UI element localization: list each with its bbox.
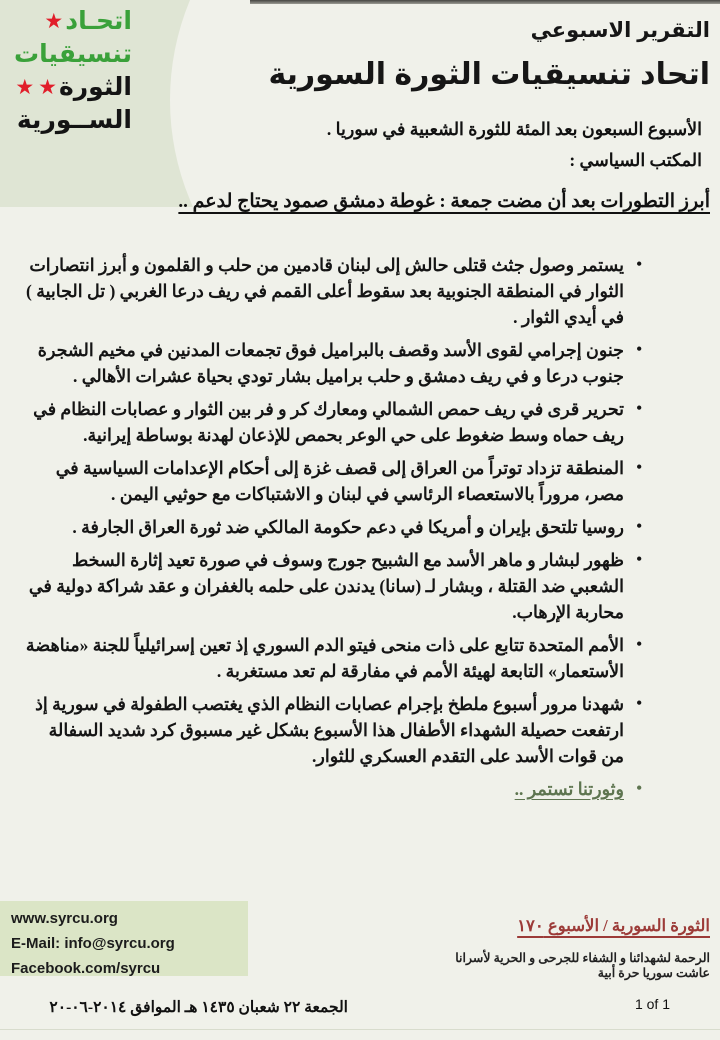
org-logo (0, 0, 250, 207)
intro-week-line: الأسبوع السبعون بعد المئة للثورة الشعبية في سوريا . (326, 119, 702, 139)
header (268, 18, 710, 92)
date-line: الجمعة ٢٢ شعبان ١٤٣٥ هـ الموافق ٢٠١٤-٠٦-٢٠ (49, 999, 348, 1016)
intro-office-line: المكتب السياسي : (569, 150, 702, 170)
closing-slogan-item (22, 776, 624, 802)
list-item: • جنون إجرامي لقوى الأسد وقصف بالبراميل فوق تجمعات المدنين في مخيم الشجرة جنوب درعا و في ريف دمشق و حلب براميل بشار تودي بحياة عشرات الأهالي . (22, 337, 624, 389)
section-title: أبرز التطورات بعد أن مضت جمعة : غوطة دمشق صمود يحتاج لدعم .. (178, 191, 710, 212)
dedication-martyrs-line: الرحمة لشهدائنا و الشفاء للجرحى و الحرية لأسرانا (455, 951, 710, 965)
list-item: • يستمر وصول جثث قتلى حالش إلى لبنان قادمين من حلب و القلمون و أبرز انتصارات الثوار في المنطقة الجنوبية بعد سقوط أعلى القمم في ريف درعا الغربي ( تل الجابية ) في أيدي الثوار . (22, 252, 624, 330)
contact-box (0, 901, 248, 976)
star-icon: ★ (15, 76, 35, 99)
bottom-divider (0, 1029, 720, 1030)
list-item: • المنطقة تزداد توتراً من العراق إلى قصف غزة إلى أحكام الإعدامات السياسية في مصر، مروراً بالاستعصاء الرئاسي في لبنان و الاشتباكات مع حوثيي اليمن . (22, 455, 624, 507)
logo-line-coordinations: تنسيقيات (14, 40, 132, 68)
facebook-text: Facebook.com/syrcu (11, 960, 161, 977)
list-item: • الأمم المتحدة تتابع على ذات منحى فيتو الدم السوري إذ تعين إسرائيلياً للجنة «مناهضة الأستعمار» التابعة لهيئة الأمم في مفارقة لم تعد مستغربة . (22, 632, 624, 684)
email-text: E-Mail: info@syrcu.org (11, 935, 175, 952)
page-number: 1 of 1 (634, 996, 670, 1012)
intro-block (327, 114, 702, 176)
logo-text (0, 5, 132, 137)
decorative-circle (170, 0, 250, 207)
list-item: • شهدنا مرور أسبوع ملطخ بإجرام عصابات النظام الذي يغتصب الطفولة في سورية إذ ارتفعت حصيلة الشهداء الأطفال هذا الأسبوع بشكل غير مسبوق كرد شديد السفالة من قوات الأسد على التقدم العسكري للثوار. (22, 691, 624, 769)
top-accent-bar (248, 0, 720, 4)
logo-line-union (0, 5, 132, 38)
report-type-label: التقرير الاسبوعي (530, 19, 710, 42)
logo-line-revolution (0, 71, 132, 104)
list-item: • روسيا تلتحق بإيران و أمريكا في دعم حكومة المالكي ضد ثورة العراق الجارفة . (22, 514, 624, 540)
website-text: www.syrcu.org (11, 910, 118, 927)
org-title: اتحاد تنسيقيات الثورة السورية (268, 58, 710, 91)
highlights-list (22, 252, 624, 809)
logo-word-union: اتحـاد (65, 7, 132, 35)
dedication-syria-line: عاشت سوريا حرة أبية (597, 966, 710, 980)
footer-right-block (455, 916, 710, 981)
logo-word-revolution: الثورة (59, 73, 132, 101)
list-item: • تحرير قرى في ريف حمص الشمالي ومعارك كر و فر بين الثوار و عصابات النظام في ريف حماه وسط ضغوط على حي الوعر بحمص للإذعان لهدنة بوساطة إيرانية. (22, 396, 624, 448)
logo-line-syrian: الســورية (16, 106, 132, 134)
star-icon: ★ (44, 10, 64, 33)
week-number-title: الثورة السورية / الأسبوع ١٧٠ (517, 916, 710, 935)
closing-slogan: وثورتنا تستمر .. (514, 779, 624, 799)
dedications (455, 951, 710, 981)
star-icon: ★ (38, 76, 57, 99)
list-item: • ظهور لبشار و ماهر الأسد مع الشبيح جورج وسوف في صورة تعيد إثارة السخط الشعبي ضد القتلة ، وبشار لـ (سانا) يدندن على حلمه بالغفران و عقد شراكة دولية في محاربة الإرهاب. (22, 547, 624, 625)
